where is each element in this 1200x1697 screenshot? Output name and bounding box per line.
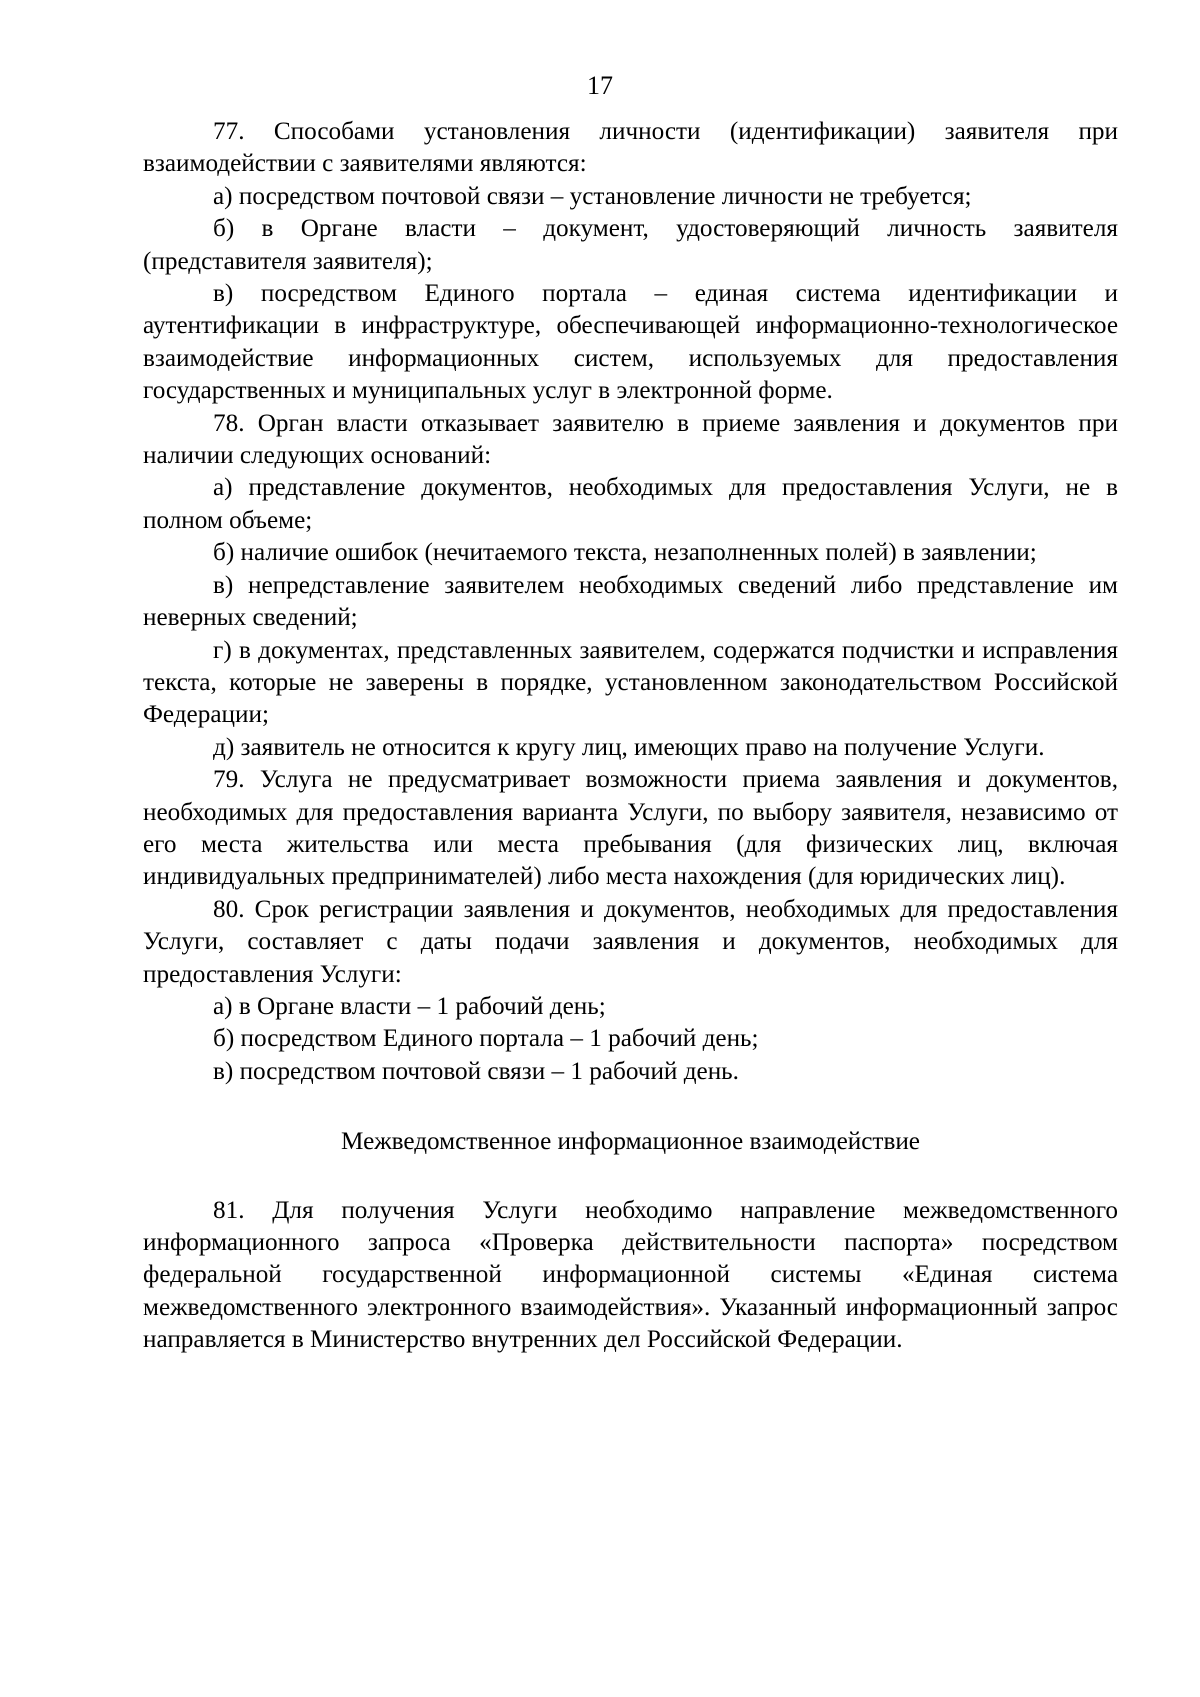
paragraph-77-b: б) в Органе власти – документ, удостоверяющий личность заявителя (представителя заявителя); xyxy=(143,215,1118,275)
page-number: 17 xyxy=(587,71,613,100)
paragraph-78-g: г) в документах, представленных заявителем, содержатся подчистки и исправления текста, которые не заверены в порядке, установленном законодательством Российской Федерации; xyxy=(143,636,1118,729)
paragraph-77: 77. Способами установления личности (идентификации) заявителя при взаимодействии с заявителями являются: xyxy=(143,118,1118,178)
paragraph-78-a: а) представление документов, необходимых для предоставления Услуги, не в полном объеме; xyxy=(143,474,1118,534)
paragraph-78-v: в) непредставление заявителем необходимых сведений либо представление им неверных сведений; xyxy=(143,571,1118,632)
paragraph-80-b: б) посредством Единого портала – 1 рабочий день; xyxy=(213,1025,759,1053)
paragraph-78: 78. Орган власти отказывает заявителю в приеме заявления и документов при наличии следующих оснований: xyxy=(143,409,1118,470)
paragraph-80: 80. Срок регистрации заявления и документов, необходимых для предоставления Услуги, составляет с даты подачи заявления и документов, необходимых для предоставления Услуги: xyxy=(143,895,1118,988)
paragraph-78-d: д) заявитель не относится к кругу лиц, имеющих право на получение Услуги. xyxy=(213,733,1045,761)
paragraph-79: 79. Услуга не предусматривает возможности приема заявления и документов, необходимых для предоставления варианта Услуги, по выбору заявителя, независимо от его места жительства или места пребывания (для физических лиц, включая индивидуальных предпринимателей) либо места нахождения (для юридических лиц). xyxy=(143,766,1118,891)
paragraph-80-a: а) в Органе власти – 1 рабочий день; xyxy=(213,992,606,1020)
section-heading: Межведомственное информационное взаимодействие xyxy=(341,1128,920,1156)
paragraph-78-b: б) наличие ошибок (нечитаемого текста, незаполненных полей) в заявлении; xyxy=(213,539,1037,567)
document-body xyxy=(143,116,1118,1357)
paragraph-77-a: а) посредством почтовой связи – установление личности не требуется; xyxy=(213,182,972,210)
paragraph-81: 81. Для получения Услуги необходимо направление межведомственного информационного запроса «Проверка действительности паспорта» посредством федеральной государственной информационной системы «Единая система межведомственного электронного взаимодействия». Указанный информационный запрос направляется в Министерство внутренних дел Российской Федерации. xyxy=(143,1196,1118,1354)
paragraph-80-v: в) посредством почтовой связи – 1 рабочий день. xyxy=(213,1057,739,1085)
paragraph-77-v: в) посредством Единого портала – единая система идентификации и аутентификации в инфраструктуре, обеспечивающей информационно-технологическое взаимодействие информационных систем, используемых для предоставления государственных и муниципальных услуг в электронной форме. xyxy=(143,280,1118,405)
